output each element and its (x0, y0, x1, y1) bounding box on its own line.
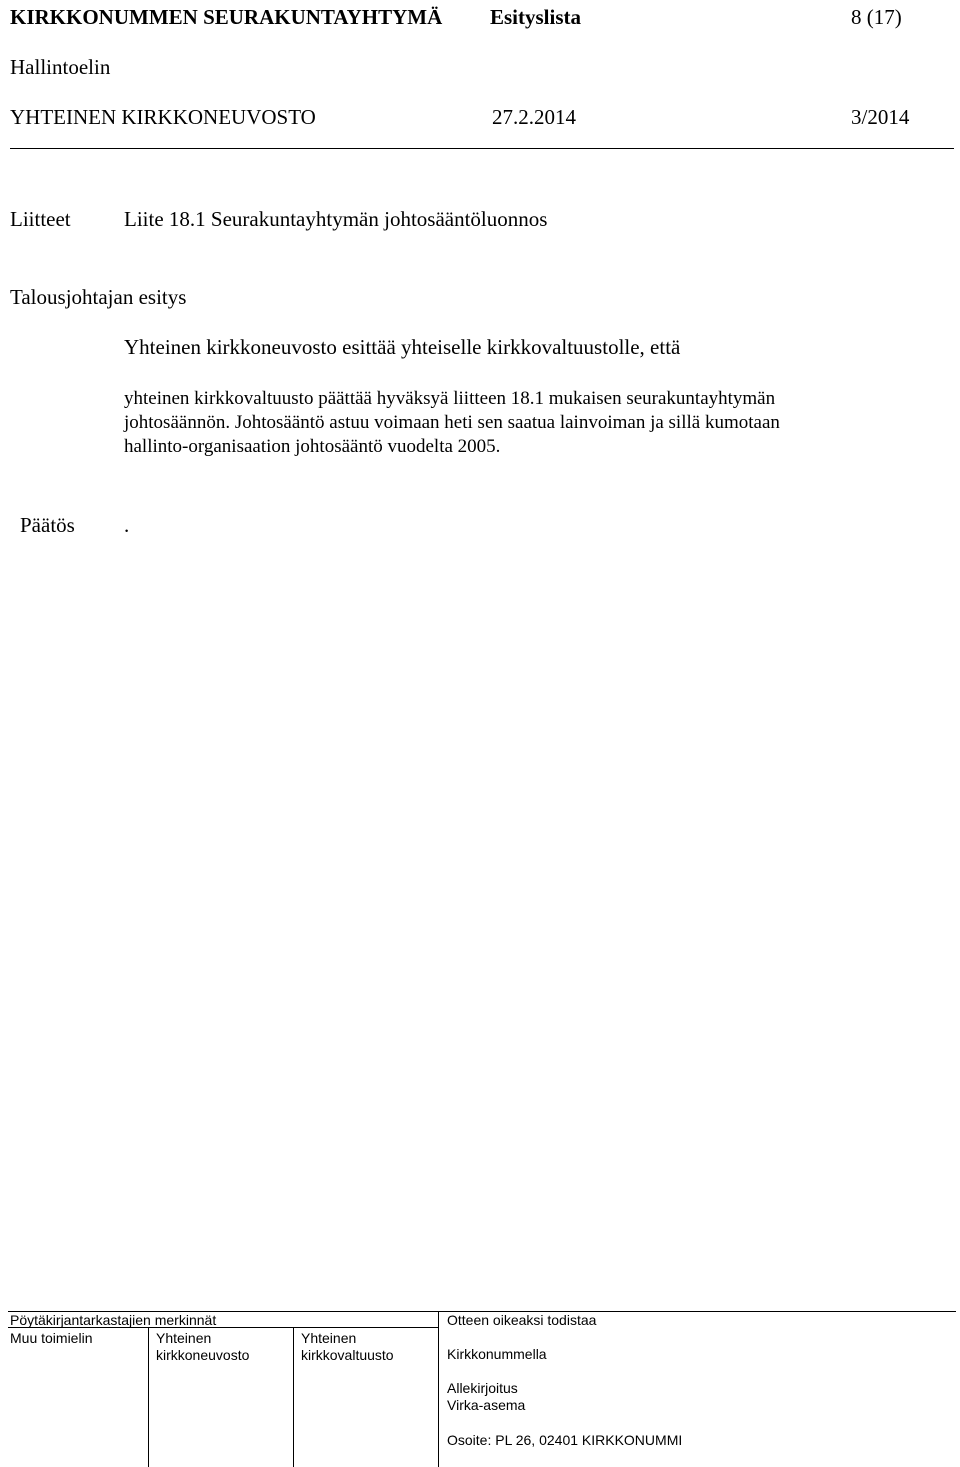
header-rule (10, 148, 954, 149)
proposal-label: Talousjohtajan esitys (10, 285, 187, 309)
proposal-line-1: yhteinen kirkkovaltuusto päättää hyväksyä liitteen 18.1 mukaisen seurakuntayhtymän (124, 388, 776, 409)
col-council-line-1: Yhteinen (156, 1330, 212, 1346)
meeting-date: 27.2.2014 (492, 105, 576, 129)
proposal-line-3: hallinto-organisaation johtosääntö vuodelta 2005. (124, 436, 501, 457)
col-council-line-2: kirkkoneuvosto (156, 1347, 250, 1363)
body-name: Hallintoelin (10, 55, 111, 79)
doc-type: Esityslista (490, 5, 582, 29)
org-name: KIRKKONUMMEN SEURAKUNTAYHTYMÄ (10, 5, 443, 29)
proposal-line-2: johtosäännön. Johtosääntö astuu voimaan heti sen saatua lainvoiman ja sillä kumotaan (124, 412, 780, 433)
footer-divider-2 (293, 1327, 294, 1467)
col-other-body: Muu toimielin (10, 1330, 93, 1346)
page-number: 8 (17) (851, 5, 902, 29)
meeting-number: 3/2014 (851, 105, 910, 129)
council-name: YHTEINEN KIRKKONEUVOSTO (10, 105, 316, 129)
position-label: Virka-asema (447, 1397, 526, 1413)
attachments-label: Liitteet (10, 207, 71, 231)
reviewers-label: Pöytäkirjantarkastajien merkinnät (10, 1312, 217, 1328)
decision-label: Päätös (20, 513, 75, 537)
certify-label: Otteen oikeaksi todistaa (447, 1312, 597, 1328)
footer-divider-3 (438, 1311, 439, 1467)
proposal-intro: Yhteinen kirkkoneuvosto esittää yhteiselle kirkkovaltuustolle, että (124, 335, 681, 359)
address-label: Osoite: PL 26, 02401 KIRKKONUMMI (447, 1432, 683, 1448)
signature-label: Allekirjoitus (447, 1380, 518, 1396)
attachments-text: Liite 18.1 Seurakuntayhtymän johtosääntöluonnos (124, 207, 548, 231)
col-assembly-line-2: kirkkovaltuusto (301, 1347, 394, 1363)
decision-text: . (124, 513, 130, 537)
col-assembly-line-1: Yhteinen (301, 1330, 357, 1346)
place-label: Kirkkonummella (447, 1346, 547, 1362)
footer-divider-1 (148, 1327, 149, 1467)
